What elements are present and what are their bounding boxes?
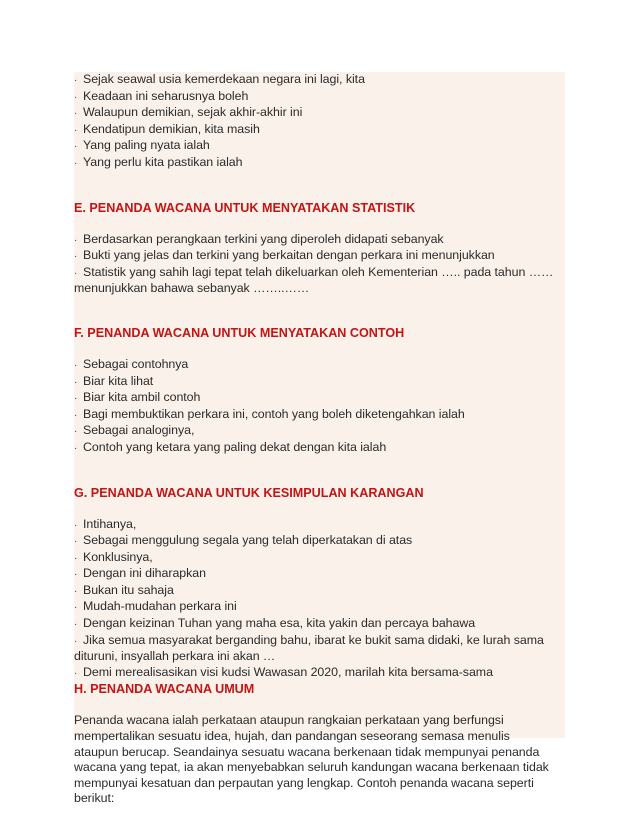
section-e-list	[74, 232, 565, 297]
bullet: ·	[74, 635, 78, 647]
list-item: · Demi merealisasikan visi kudsi Wawasan 2020, marilah kita bersama-sama	[74, 665, 565, 682]
bullet: ·	[74, 552, 78, 564]
bullet: ·	[74, 376, 78, 388]
section-f-heading: F. PENANDA WACANA UNTUK MENYATAKAN CONTOH	[74, 325, 405, 340]
bullet: ·	[74, 569, 78, 581]
list-item: · Dengan ini diharapkan	[74, 566, 565, 583]
list-item: · Statistik yang sahih lagi tepat telah dikeluarkan oleh Kementerian ….. pada tahun ……	[74, 265, 565, 282]
document-page-content	[74, 72, 565, 806]
bullet: ·	[74, 393, 78, 405]
paragraph-line: wacana yang tepat, ia akan menyebabkan seluruh kandungan wacana berkenaan tidak	[74, 760, 549, 775]
list-item: · Berdasarkan perangkaan terkini yang diperoleh didapati sebanyak	[74, 232, 565, 249]
section-d-list	[74, 72, 565, 172]
section-h-heading: H. PENANDA WACANA UMUM	[74, 682, 255, 697]
bullet: ·	[74, 234, 78, 246]
bullet: ·	[74, 91, 78, 103]
list-item-continuation: menunjukkan bahawa sebanyak ……..……	[74, 281, 310, 296]
list-item: · Yang perlu kita pastikan ialah	[74, 155, 565, 172]
bullet: ·	[74, 442, 78, 454]
list-item: · Keadaan ini seharusnya boleh	[74, 89, 565, 106]
bullet: ·	[74, 267, 78, 279]
list-item-continuation: dituruni, insyallah perkara ini akan …	[74, 649, 276, 664]
list-item: · Sejak seawal usia kemerdekaan negara ini lagi, kita	[74, 72, 565, 89]
bullet: ·	[74, 585, 78, 597]
paragraph-line: Penanda wacana ialah perkataan ataupun rangkaian perkataan yang berfungsi	[74, 713, 504, 728]
bullet: ·	[74, 536, 78, 548]
list-item: · Sebagai analoginya,	[74, 423, 565, 440]
bullet: ·	[74, 519, 78, 531]
list-item: · Contoh yang ketara yang paling dekat dengan kita ialah	[74, 440, 565, 457]
list-item: · Sebagai contohnya	[74, 357, 565, 374]
bullet: ·	[74, 619, 78, 631]
list-item: · Intihanya,	[74, 517, 565, 534]
bullet: ·	[74, 359, 78, 371]
list-item: · Walaupun demikian, sejak akhir-akhir ini	[74, 105, 565, 122]
bullet: ·	[74, 667, 78, 679]
list-item: · Biar kita lihat	[74, 374, 565, 391]
bullet: ·	[74, 75, 78, 86]
list-item: · Biar kita ambil contoh	[74, 390, 565, 407]
list-item: · Bukan itu sahaja	[74, 583, 565, 600]
bullet: ·	[74, 409, 78, 421]
section-g-heading: G. PENANDA WACANA UNTUK KESIMPULAN KARANGAN	[74, 485, 424, 500]
bullet: ·	[74, 124, 78, 136]
section-g-list	[74, 517, 565, 682]
paragraph-line: mempunyai kesatuan dan perpautan yang lengkap. Contoh penanda wacana seperti	[74, 775, 534, 790]
list-item: · Bagi membuktikan perkara ini, contoh yang boleh diketengahkan ialah	[74, 407, 565, 424]
section-e-heading: E. PENANDA WACANA UNTUK MENYATAKAN STATISTIK	[74, 200, 416, 215]
bullet: ·	[74, 602, 78, 614]
list-item: · Konklusinya,	[74, 550, 565, 567]
paragraph-line: mempertalikan sesuatu idea, hujah, dan pandangan seseorang semasa menulis	[74, 729, 510, 744]
bullet: ·	[74, 426, 78, 438]
list-item: · Mudah-mudahan perkara ini	[74, 599, 565, 616]
bullet: ·	[74, 141, 78, 153]
bullet: ·	[74, 157, 78, 169]
list-item: · Kendatipun demikian, kita masih	[74, 122, 565, 139]
paragraph-line: ataupun berucap. Seandainya sesuatu wacana berkenaan tidak mempunyai penanda	[74, 744, 540, 759]
section-f-list	[74, 357, 565, 457]
list-item: · Dengan keizinan Tuhan yang maha esa, kita yakin dan percaya bahawa	[74, 616, 565, 633]
list-item: · Yang paling nyata ialah	[74, 138, 565, 155]
list-item: · Sebagai menggulung segala yang telah diperkatakan di atas	[74, 533, 565, 550]
bullet: ·	[74, 251, 78, 263]
list-item: · Bukti yang jelas dan terkini yang berkaitan dengan perkara ini menunjukkan	[74, 248, 565, 265]
list-item: · Jika semua masyarakat berganding bahu, ibarat ke bukit sama didaki, ke lurah sama	[74, 633, 565, 650]
section-h-paragraph	[74, 713, 565, 807]
paragraph-line: berikut:	[74, 791, 115, 806]
bullet: ·	[74, 108, 78, 120]
